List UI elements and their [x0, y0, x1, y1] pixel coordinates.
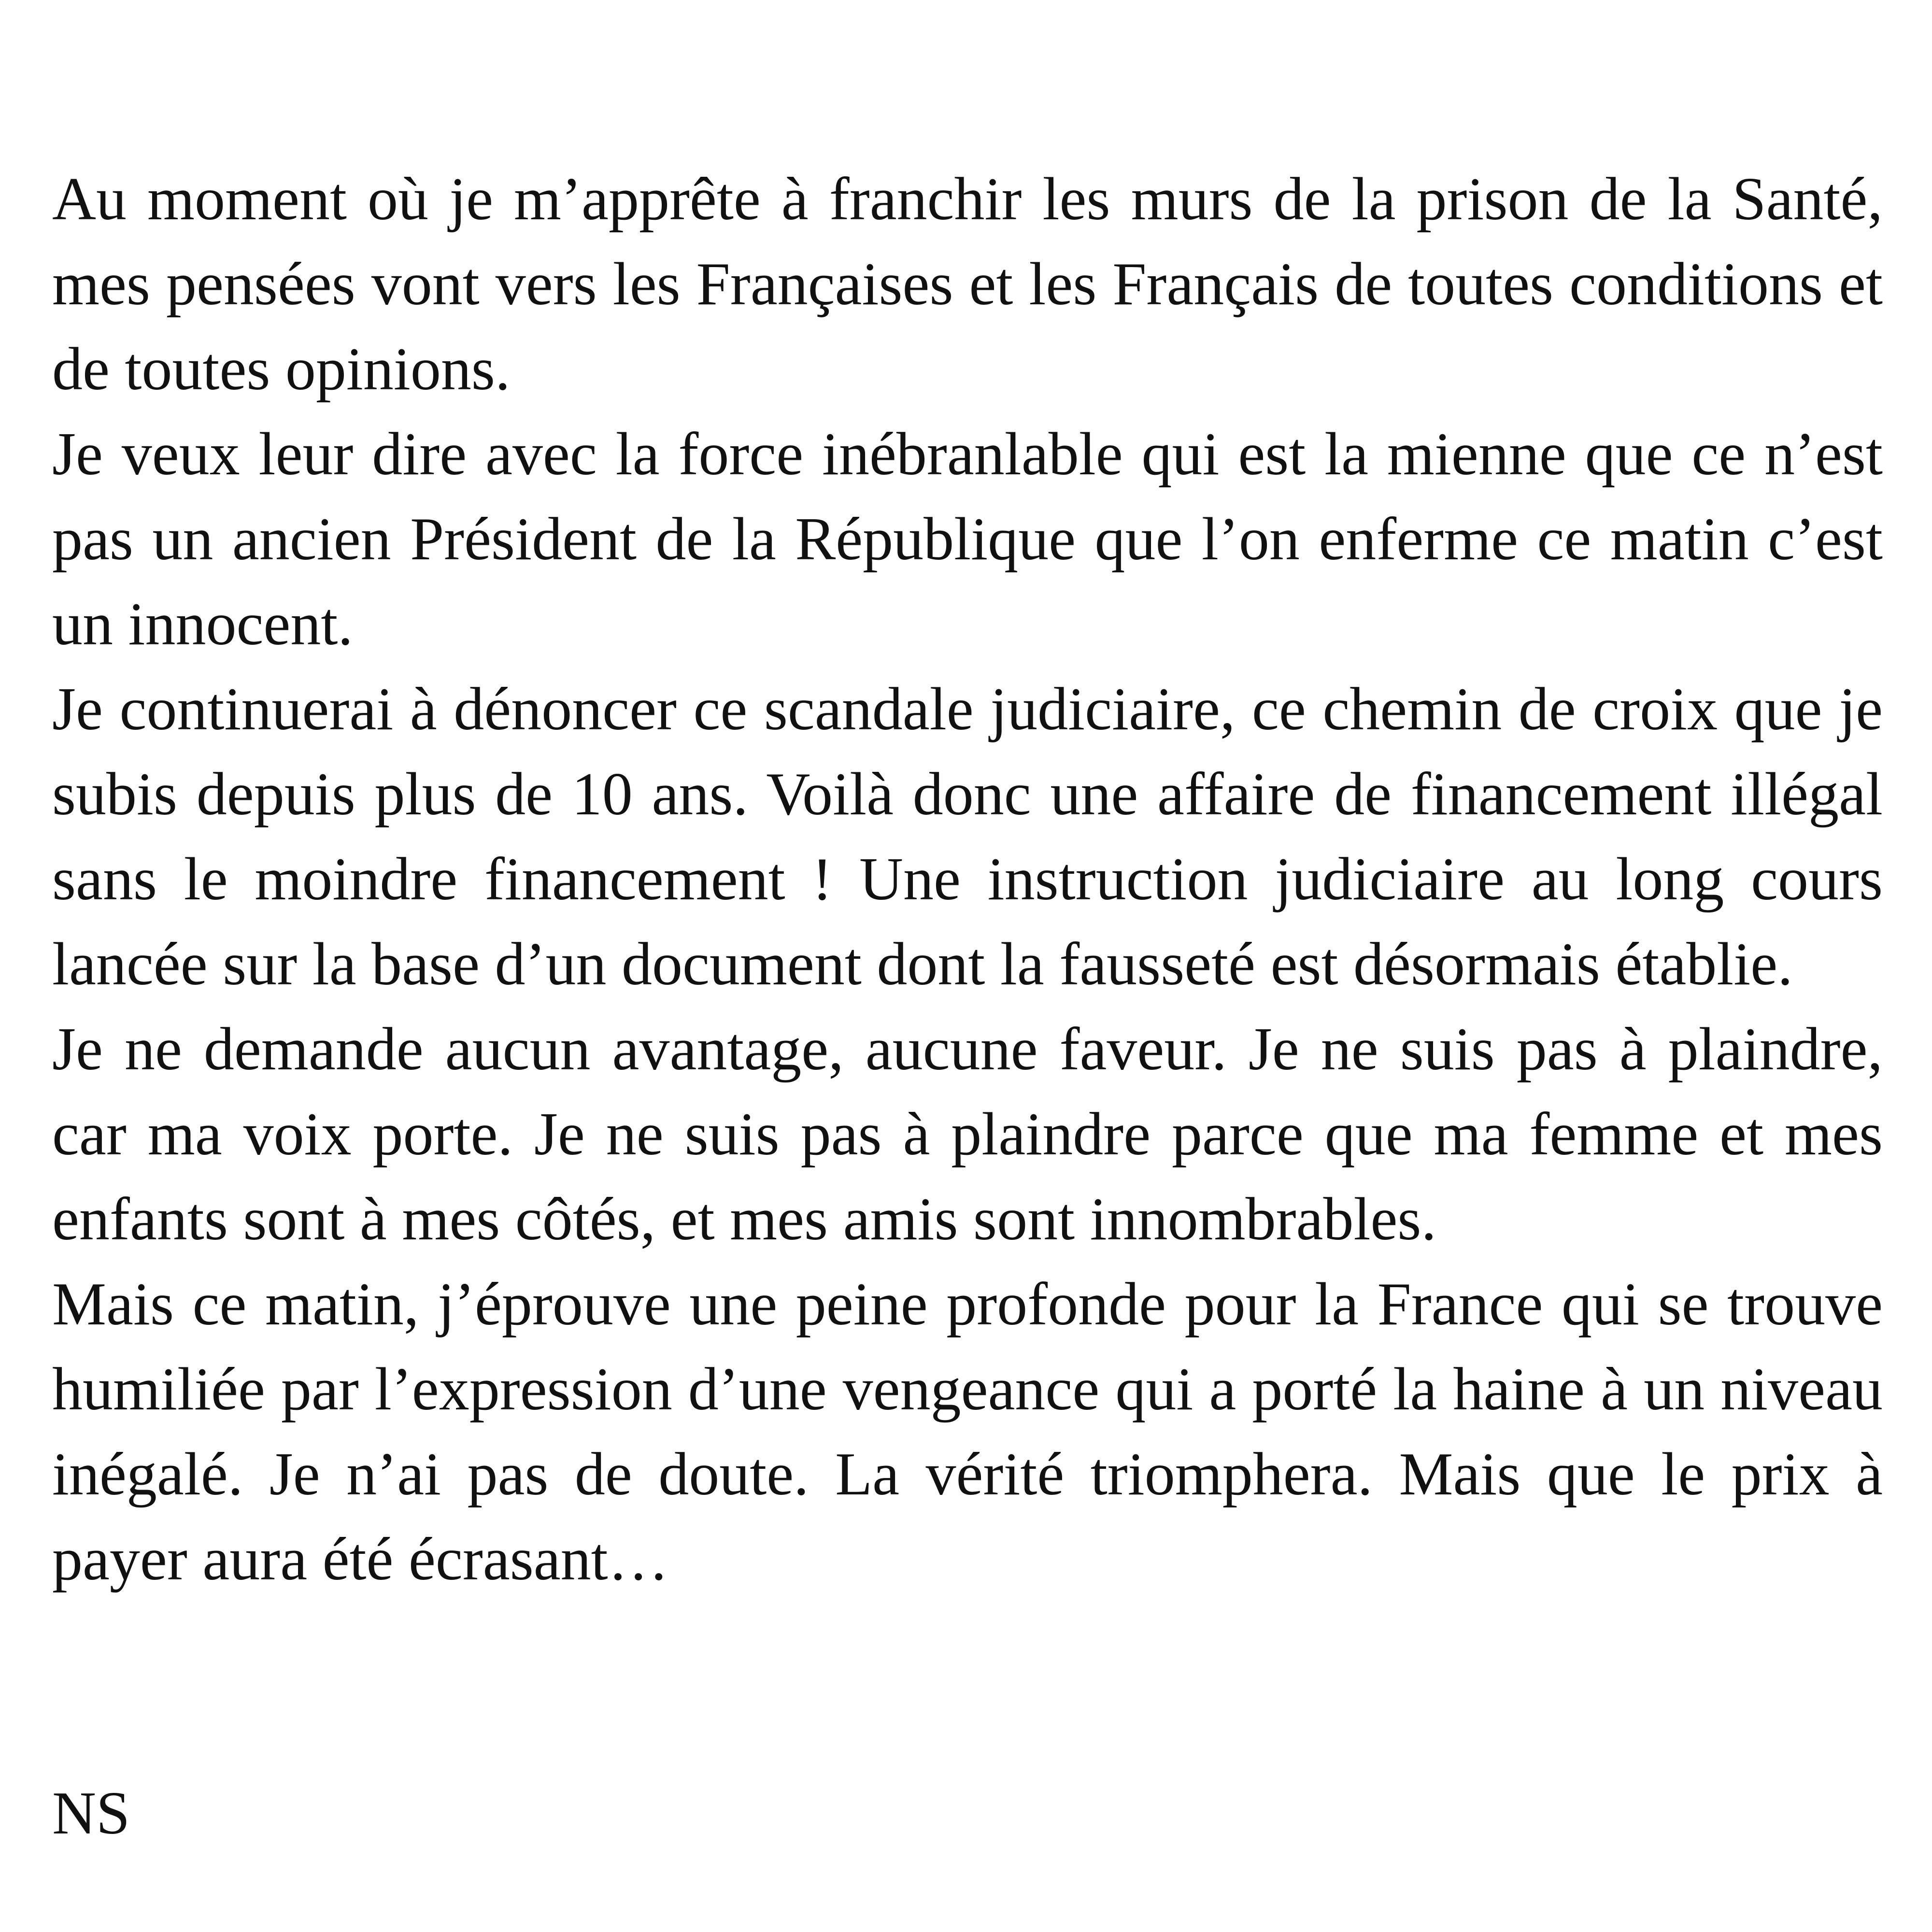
paragraph-4: Je ne demande aucun avantage, aucune faveur. Je ne suis pas à plaindre, car ma voix porte. Je ne suis pas à plaindre parce que ma femme et mes enfants sont à mes côtés, et mes amis sont innombrables. — [52, 1016, 1883, 1253]
paragraph-5: Mais ce matin, j’éprouve une peine profonde pour la France qui se trouve humiliée par l’expression d’une vengeance qui a porté la haine à un niveau inégalé. Je n’ai pas de doute. La vérité triomphera. Mais que le prix à payer aura été écrasant… — [52, 1271, 1883, 1593]
paragraph-1: Au moment où je m’apprête à franchir les murs de la prison de la Santé, mes pensées vont vers les Françaises et les Français de toutes conditions et de toutes opinions. — [52, 166, 1883, 403]
signature: NS — [52, 1780, 130, 1847]
paragraph-3: Je continuerai à dénoncer ce scandale judiciaire, ce chemin de croix que je subis depuis plus de 10 ans. Voilà donc une affaire de financement illégal sans le moindre financement ! Une instruction judiciaire au long cours lancée sur la base d’un document dont la fausseté est désormais établie. — [52, 676, 1883, 998]
statement-text — [52, 157, 1883, 1602]
paragraph-2: Je veux leur dire avec la force inébranlable qui est la mienne que ce n’est pas un ancien Président de la République que l’on enferme ce matin c’est un innocent. — [52, 421, 1883, 658]
